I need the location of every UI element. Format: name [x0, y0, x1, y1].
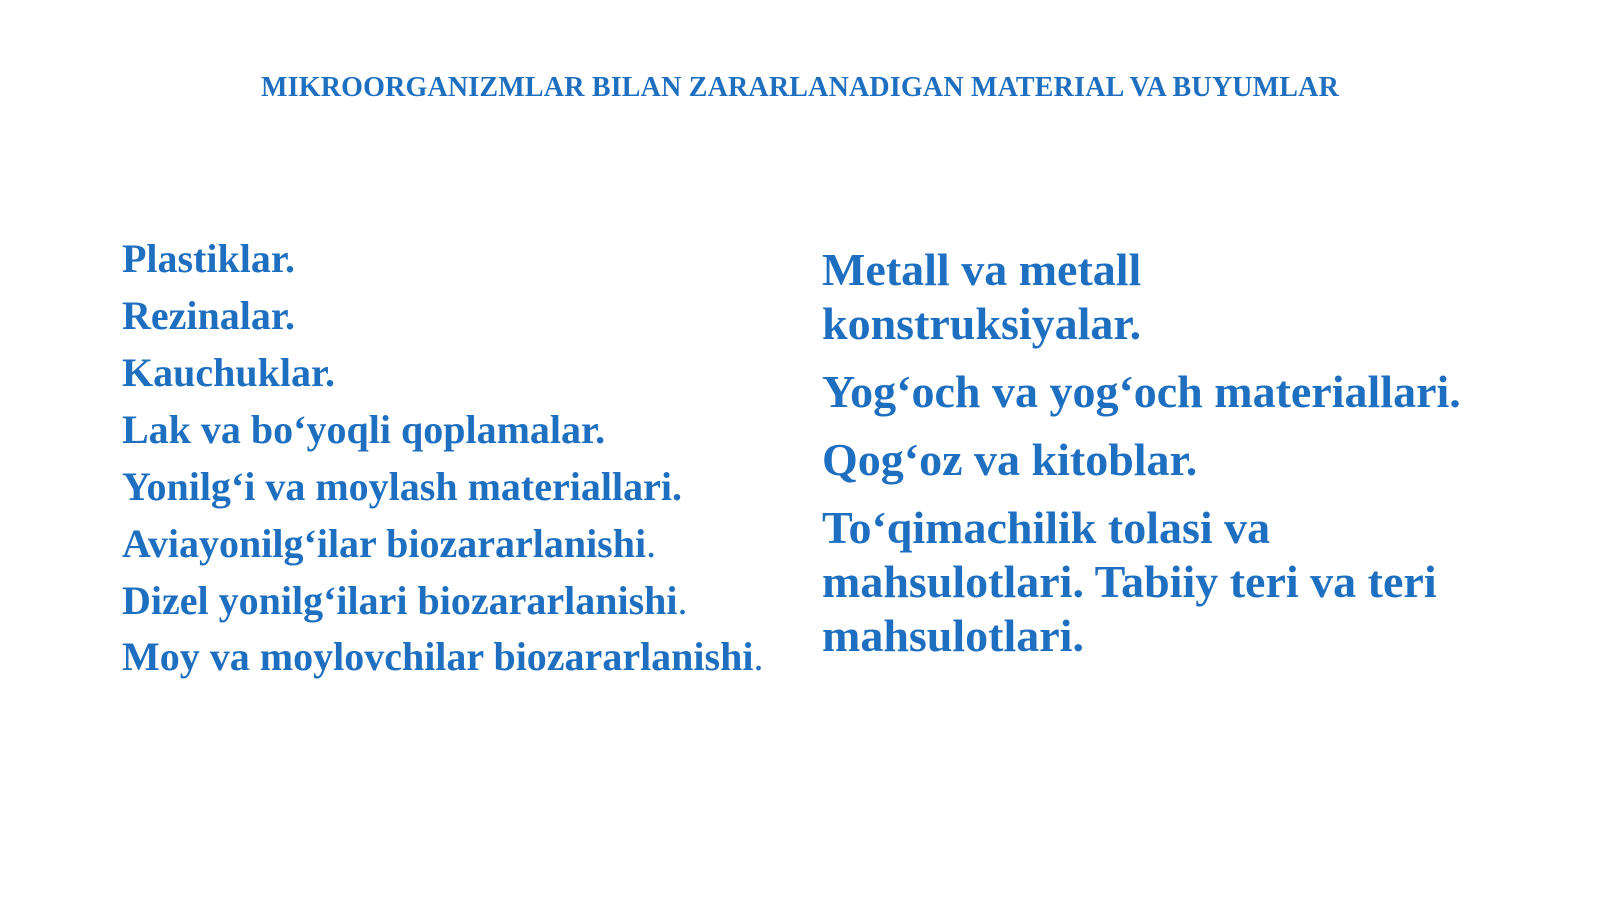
list-item-text: Dizel yonilg‘ilari biozararlanishi — [122, 578, 678, 623]
list-item — [122, 466, 782, 508]
list-item-text: Rezinalar. — [122, 293, 295, 338]
list-item: Yog‘och va yog‘och materiallari. — [822, 366, 1461, 417]
list-item — [122, 238, 782, 280]
list-item-text: Lak va bo‘yoqli qoplamalar. — [122, 407, 606, 452]
list-item-period: . — [646, 521, 657, 566]
list-item-text: Plastiklar. — [122, 236, 295, 281]
list-item-text: Kauchuklar. — [122, 350, 336, 395]
list-item: To‘qimachilik tolasi va mahsulotlari. Tabiiy teri va teri mahsulotlari. — [822, 502, 1437, 661]
list-item: Qog‘oz va kitoblar. — [822, 434, 1198, 485]
list-item-text: Aviayonilg‘ilar biozararlanishi — [122, 521, 647, 566]
list-item — [122, 523, 782, 565]
list-item — [122, 295, 782, 337]
list-item — [122, 352, 782, 394]
list-item-text: Yonilg‘i va moylash materiallari. — [122, 464, 682, 509]
list-item: Metall va metall konstruksiyalar. — [822, 244, 1142, 349]
list-item-period: . — [753, 634, 764, 679]
list-item-text: Moy va moylovchilar biozararlanishi — [122, 634, 754, 679]
list-item — [122, 409, 782, 451]
left-list — [122, 238, 782, 692]
list-item-period: . — [677, 578, 688, 623]
list-item — [122, 634, 782, 679]
list-item — [122, 580, 782, 622]
right-list — [822, 243, 1462, 677]
slide-title: MIKROORGANIZMLAR BILAN ZARARLANADIGAN MATERIAL VA BUYUMLAR — [260, 72, 1340, 103]
